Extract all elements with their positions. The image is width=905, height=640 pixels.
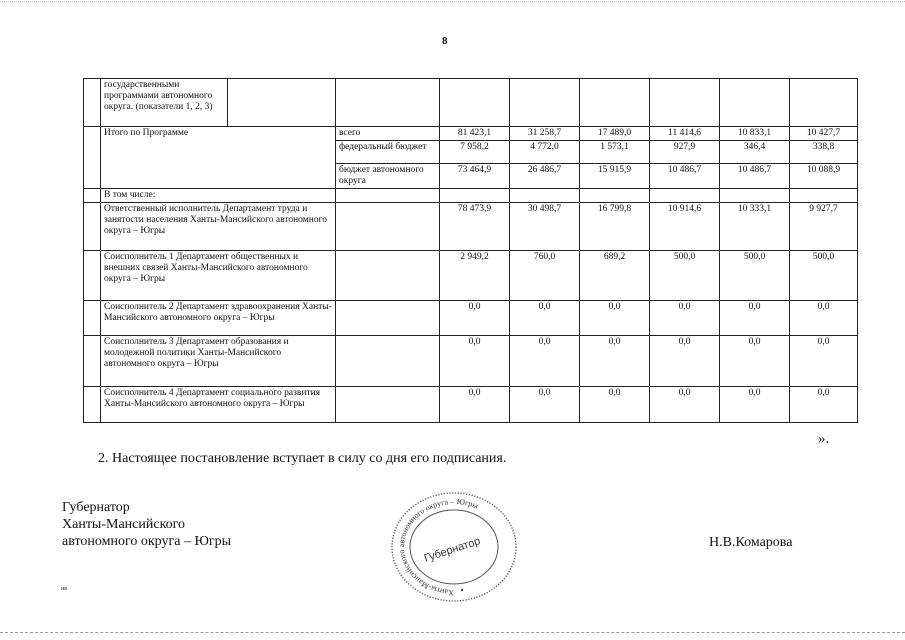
- value: 0,0: [468, 336, 481, 347]
- value: 0,0: [817, 336, 830, 347]
- value-cell: [650, 202, 720, 250]
- value: 81 423,1: [457, 128, 492, 138]
- value: 500,0: [673, 251, 696, 262]
- value: 10 914,6: [667, 203, 702, 214]
- value: 338,8: [812, 141, 835, 152]
- signature-block: [62, 499, 231, 550]
- index-cell: [84, 127, 101, 189]
- executor-label: Ответственный исполнитель Департамент труда и занятости населения Ханты-Мансийского автономного округа – Югры: [104, 203, 328, 236]
- stamp-ring-text: Ханты-Мансийского автономного округа – Югры: [397, 496, 480, 598]
- empty-cell: [336, 188, 440, 202]
- official-stamp: [384, 487, 524, 607]
- value-cell: [510, 127, 580, 141]
- funding-source-cell: [336, 127, 440, 141]
- funding-source-cell: [336, 163, 440, 188]
- value: 10 486,7: [667, 164, 702, 175]
- value-cell: [580, 250, 650, 300]
- value-cell: [720, 163, 790, 188]
- executor-label-cell: [101, 202, 336, 250]
- value: 500,0: [812, 251, 835, 262]
- scan-edge-bottom: [0, 632, 905, 633]
- value: 31 258,7: [527, 128, 562, 138]
- executor-label-cell: [101, 335, 336, 386]
- continuation-row: [84, 79, 858, 127]
- stamp-center-text: Губернатор: [422, 535, 482, 565]
- empty-cell: [580, 79, 650, 127]
- value: 0,0: [678, 301, 691, 312]
- index-cell: [84, 300, 101, 335]
- empty-cell: [440, 188, 510, 202]
- value: 10 088,9: [806, 164, 841, 175]
- empty-cell: [790, 188, 858, 202]
- funding-source-label: бюджет автономного округа: [339, 164, 424, 186]
- empty-cell: [790, 79, 858, 127]
- value-cell: [580, 140, 650, 163]
- value: 0,0: [538, 387, 551, 398]
- value-cell: [720, 202, 790, 250]
- continuation-cell: государственными программами автономного округа. (показатели 1, 2, 3): [101, 79, 228, 127]
- total-row: [84, 127, 858, 141]
- executor-row: [84, 335, 858, 386]
- value-cell: [440, 202, 510, 250]
- executor-row: [84, 386, 858, 422]
- value-cell: [790, 386, 858, 422]
- value: 0,0: [608, 301, 621, 312]
- value: 0,0: [538, 336, 551, 347]
- index-cell: [84, 386, 101, 422]
- value-cell: [440, 127, 510, 141]
- value-cell: [510, 386, 580, 422]
- decree-paragraph: 2. Настоящее постановление вступает в силу со дня его подписания.: [98, 451, 507, 466]
- index-cell: [84, 202, 101, 250]
- value: 9 927,7: [809, 203, 838, 214]
- value-cell: [650, 140, 720, 163]
- value-cell: [790, 140, 858, 163]
- value-cell: [790, 300, 858, 335]
- executor-row: [84, 202, 858, 250]
- value: 0,0: [817, 387, 830, 398]
- executor-label-cell: [101, 386, 336, 422]
- value-cell: [790, 250, 858, 300]
- value: 15 915,9: [597, 164, 632, 175]
- value-cell: [580, 202, 650, 250]
- value: 73 464,9: [457, 164, 492, 175]
- value: 7 958,2: [460, 141, 489, 152]
- empty-cell: [336, 386, 440, 422]
- total-label-cell: [101, 127, 336, 189]
- value-cell: [510, 202, 580, 250]
- empty-cell: [228, 79, 336, 127]
- executor-label-cell: [101, 300, 336, 335]
- value-cell: [720, 300, 790, 335]
- value-cell: [440, 300, 510, 335]
- value: 10 833,1: [737, 128, 772, 138]
- value-cell: [510, 300, 580, 335]
- closing-quote: ».: [818, 431, 830, 447]
- total-label: Итого по Программе: [104, 128, 189, 138]
- value: 0,0: [608, 336, 621, 347]
- value: 0,0: [608, 387, 621, 398]
- executor-label: Соисполнитель 4 Департамент социального развития Ханты-Мансийского автономного округа – Югры: [104, 387, 321, 409]
- financing-table: [83, 78, 858, 423]
- value-cell: [650, 250, 720, 300]
- empty-cell: [580, 188, 650, 202]
- empty-cell: [336, 79, 440, 127]
- value-cell: [650, 300, 720, 335]
- value: 927,9: [673, 141, 696, 152]
- empty-cell: [510, 188, 580, 202]
- value: 30 498,7: [527, 203, 562, 214]
- index-cell: [84, 188, 101, 202]
- value-cell: [720, 250, 790, 300]
- value: 0,0: [748, 301, 761, 312]
- empty-cell: [720, 79, 790, 127]
- value-cell: [720, 386, 790, 422]
- value: 0,0: [468, 301, 481, 312]
- scan-edge-top: [0, 1, 905, 2]
- value-cell: [650, 127, 720, 141]
- value-cell: [580, 300, 650, 335]
- value-cell: [650, 335, 720, 386]
- value: 78 473,9: [457, 203, 492, 214]
- including-label-cell: [101, 188, 336, 202]
- value-cell: [510, 335, 580, 386]
- funding-source-label: всего: [339, 128, 361, 138]
- value-cell: [790, 163, 858, 188]
- value-cell: [720, 140, 790, 163]
- value-cell: [510, 163, 580, 188]
- value-cell: [440, 250, 510, 300]
- value-cell: [790, 335, 858, 386]
- value: 346,4: [743, 141, 766, 152]
- value-cell: [650, 163, 720, 188]
- value-cell: [790, 127, 858, 141]
- executor-label: Соисполнитель 1 Департамент общественных и внешних связей Ханты-Мансийского автономного округа – Югры: [104, 251, 308, 284]
- value: 0,0: [817, 301, 830, 312]
- value: 10 486,7: [737, 164, 772, 175]
- executor-label-cell: [101, 250, 336, 300]
- value: 26 486,7: [527, 164, 562, 175]
- index-cell: [84, 250, 101, 300]
- empty-cell: [336, 250, 440, 300]
- value-cell: [440, 386, 510, 422]
- value-cell: [440, 335, 510, 386]
- index-cell: [84, 335, 101, 386]
- signer-name: Н.В.Комарова: [709, 535, 793, 550]
- funding-source-cell: [336, 140, 440, 163]
- empty-cell: [650, 79, 720, 127]
- value: 17 489,0: [597, 128, 632, 138]
- page-number: 8: [442, 35, 448, 47]
- executor-mark: нв: [61, 586, 68, 592]
- executor-label: Соисполнитель 3 Департамент образования и молодежной политики Ханты-Мансийского автономного округа – Югры: [104, 336, 289, 369]
- value-cell: [580, 386, 650, 422]
- empty-cell: [510, 79, 580, 127]
- signer-position-line-2: Ханты-Мансийского: [62, 517, 186, 532]
- value-cell: [790, 202, 858, 250]
- value: 16 799,8: [597, 203, 632, 214]
- empty-cell: [336, 300, 440, 335]
- executor-row: [84, 250, 858, 300]
- value: 1 573,1: [600, 141, 629, 152]
- value: 0,0: [748, 336, 761, 347]
- empty-cell: [336, 335, 440, 386]
- value-cell: [440, 163, 510, 188]
- value: 10 427,7: [806, 128, 841, 138]
- executor-label: Соисполнитель 2 Департамент здравоохранения Ханты-Мансийского автономного округа – Югры: [104, 301, 332, 323]
- value: 0,0: [748, 387, 761, 398]
- empty-cell: [720, 188, 790, 202]
- value: 0,0: [468, 387, 481, 398]
- value-cell: [510, 250, 580, 300]
- value: 11 414,6: [668, 128, 701, 138]
- value-cell: [510, 140, 580, 163]
- value: 500,0: [743, 251, 766, 262]
- index-cell: [84, 79, 101, 127]
- value: 689,2: [603, 251, 626, 262]
- value-cell: [650, 386, 720, 422]
- value: 2 949,2: [460, 251, 489, 262]
- executor-row: [84, 300, 858, 335]
- including-label: В том числе:: [104, 189, 156, 200]
- including-row: [84, 188, 858, 202]
- value-cell: [720, 335, 790, 386]
- value-cell: [580, 163, 650, 188]
- value-cell: [720, 127, 790, 141]
- value: 0,0: [678, 336, 691, 347]
- empty-cell: [440, 79, 510, 127]
- value: 760,0: [533, 251, 556, 262]
- funding-source-label: федеральный бюджет: [339, 141, 427, 152]
- value: 0,0: [538, 301, 551, 312]
- signer-position-line-3: автономного округа – Югры: [62, 534, 231, 549]
- value-cell: [580, 335, 650, 386]
- signer-position-line-1: Губернатор: [62, 500, 130, 515]
- value: 4 772,0: [530, 141, 559, 152]
- value: 10 333,1: [737, 203, 772, 214]
- value-cell: [580, 127, 650, 141]
- empty-cell: [336, 202, 440, 250]
- value-cell: [440, 140, 510, 163]
- empty-cell: [650, 188, 720, 202]
- value: 0,0: [678, 387, 691, 398]
